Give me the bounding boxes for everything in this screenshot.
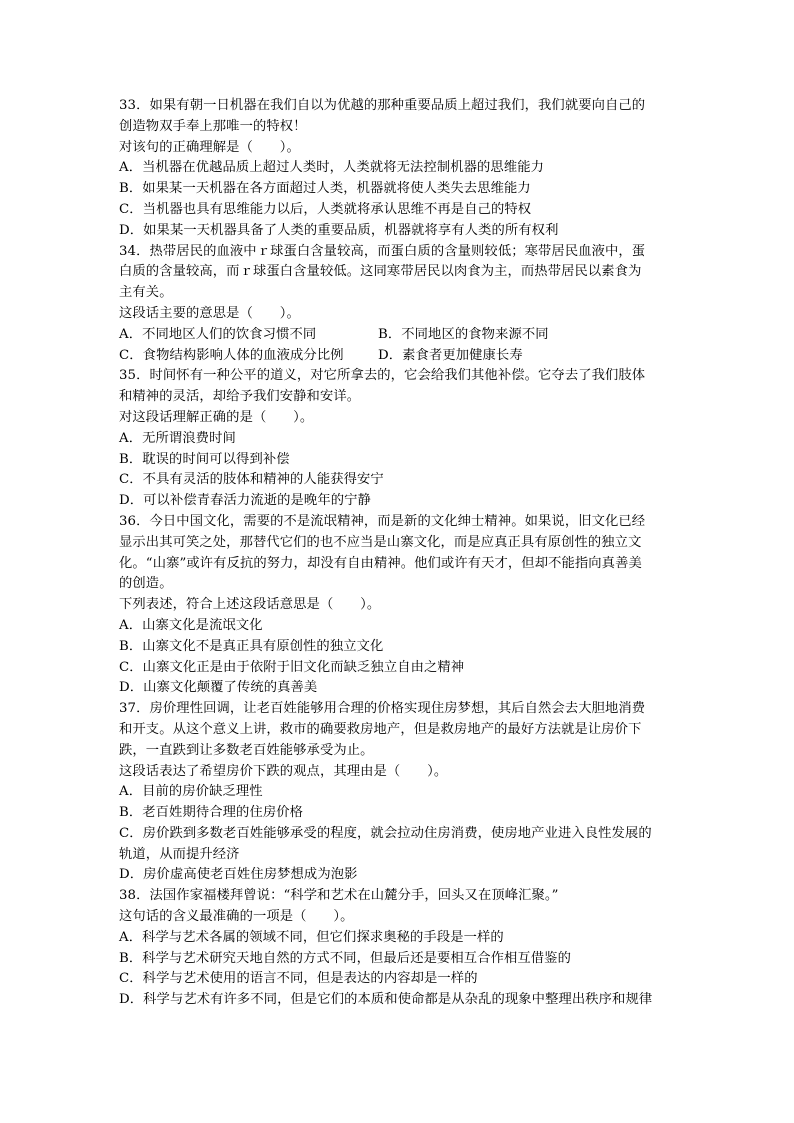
text-line: 下列表述，符合上述这段话意思是（ ）。: [119, 597, 381, 613]
option-text: D．素食者更加健康长寿: [378, 347, 523, 363]
text-line: A．科学与艺术各属的领域不同，但它们探求奥秘的手段是一样的: [119, 929, 504, 945]
text-line: 这段话主要的意思是（ ）。: [119, 305, 300, 321]
text-line: C．不具有灵活的肢体和精神的人能获得安宁: [119, 472, 384, 488]
text-line: A．当机器在优越品质上超过人类时，人类就将无法控制机器的思维能力: [119, 160, 545, 176]
text-line: 33．如果有朝一日机器在我们自以为优越的那种重要品质上超过我们，我们就要向自己的: [119, 98, 646, 113]
text-line: B．老百姓期待合理的住房价格: [119, 805, 304, 821]
option-text: B．不同地区的食物来源不同: [378, 326, 549, 342]
text-line: B．科学与艺术研究天地自然的方式不同，但最后还是要相互合作相互借鉴的: [119, 950, 571, 966]
text-line: 显示出其可笑之处，那替代它们的也不应当是山寨文化，而是应真正具有原创性的独立文: [119, 534, 642, 550]
text-line: 这段话表达了希望房价下跌的观点，其理由是（ ）。: [119, 763, 448, 779]
option-row: [119, 346, 679, 367]
text-line: 和精神的灵活，却给予我们安静和安详。: [119, 389, 361, 405]
text-line: D．房价虚高使老百姓住房梦想成为泡影: [119, 867, 358, 883]
text-line: B．耽误的时间可以得到补偿: [119, 451, 290, 467]
question-text-body: [119, 96, 679, 1011]
text-line: 35．时间怀有一种公平的道义，对它所拿去的，它会给我们其他补偿。它夺去了我们肢体: [119, 368, 646, 384]
text-line: C．当机器也具有思维能力以后，人类就将承认思维不再是自己的特权: [119, 201, 532, 217]
text-line: 34．热带居民的血液中ｒ球蛋白含量较高，而蛋白质的含量则较低；寒带居民血液中，蛋: [119, 243, 646, 259]
option-text: A．不同地区人们的饮食习惯不同: [119, 326, 317, 342]
text-line: 36．今日中国文化，需要的不是流氓精神，而是新的文化绅士精神。如果说，旧文化已经: [119, 513, 646, 529]
text-line: 和开支。从这个意义上讲，救市的确要救房地产，但是救房地产的最好方法就是让房价下: [119, 721, 642, 737]
text-line: D．山寨文化颠覆了传统的真善美: [119, 680, 318, 696]
text-line: C．房价跌到多数老百姓能够承受的程度，就会拉动住房消费，使房地产业进入良性发展的: [119, 825, 652, 841]
text-line: 创造物双手奉上那唯一的特权！: [119, 118, 307, 134]
text-line: D．可以补偿青春活力流逝的是晚年的宁静: [119, 493, 371, 509]
option-row: [119, 325, 679, 346]
text-line: 对该句的正确理解是（ ）。: [119, 139, 300, 155]
text-line: 化。“山寨”或许有反抗的努力，却没有自由精神。他们或许有天才，但却不能指向真善美: [119, 555, 642, 571]
text-line: D．如果某一天机器具备了人类的重要品质，机器就将享有人类的所有权利: [119, 222, 559, 238]
text-line: 对这段话理解正确的是（ ）。: [119, 409, 314, 425]
text-line: 白质的含量较高，而ｒ球蛋白含量较低。这同寒带居民以肉食为主，而热带居民以素食为: [119, 264, 642, 280]
text-line: 轨道，从而提升经济: [119, 846, 240, 862]
text-line: 这句话的含义最准确的一项是（ ）。: [119, 909, 354, 925]
text-line: D．科学与艺术有许多不同，但是它们的本质和使命都是从杂乱的现象中整理出秩序和规律: [119, 992, 653, 1008]
text-line: B．如果某一天机器在各方面超过人类，机器就将使人类失去思维能力: [119, 181, 531, 197]
text-line: 的创造。: [119, 576, 173, 592]
text-line: 37．房价理性回调，让老百姓能够用合理的价格实现住房梦想，其后自然会去大胆地消费: [119, 701, 646, 717]
text-line: 主有关。: [119, 285, 173, 301]
text-line: C．科学与艺术使用的语言不同，但是表达的内容却是一样的: [119, 971, 478, 987]
text-line: A．无所谓浪费时间: [119, 430, 236, 446]
text-line: A．目前的房价缺乏理性: [119, 784, 263, 800]
text-line: 38．法国作家福楼拜曾说：“科学和艺术在山麓分手，回头又在顶峰汇聚。”: [119, 888, 559, 904]
text-line: 跌，一直跌到让多数老百姓能够承受为止。: [119, 742, 374, 758]
option-text: C．食物结构影响人体的血液成分比例: [119, 347, 344, 363]
text-line: B．山寨文化不是真正具有原创性的独立文化: [119, 638, 384, 654]
text-line: C．山寨文化正是由于依附于旧文化而缺乏独立自由之精神: [119, 659, 465, 675]
text-line: A．山寨文化是流氓文化: [119, 617, 263, 633]
